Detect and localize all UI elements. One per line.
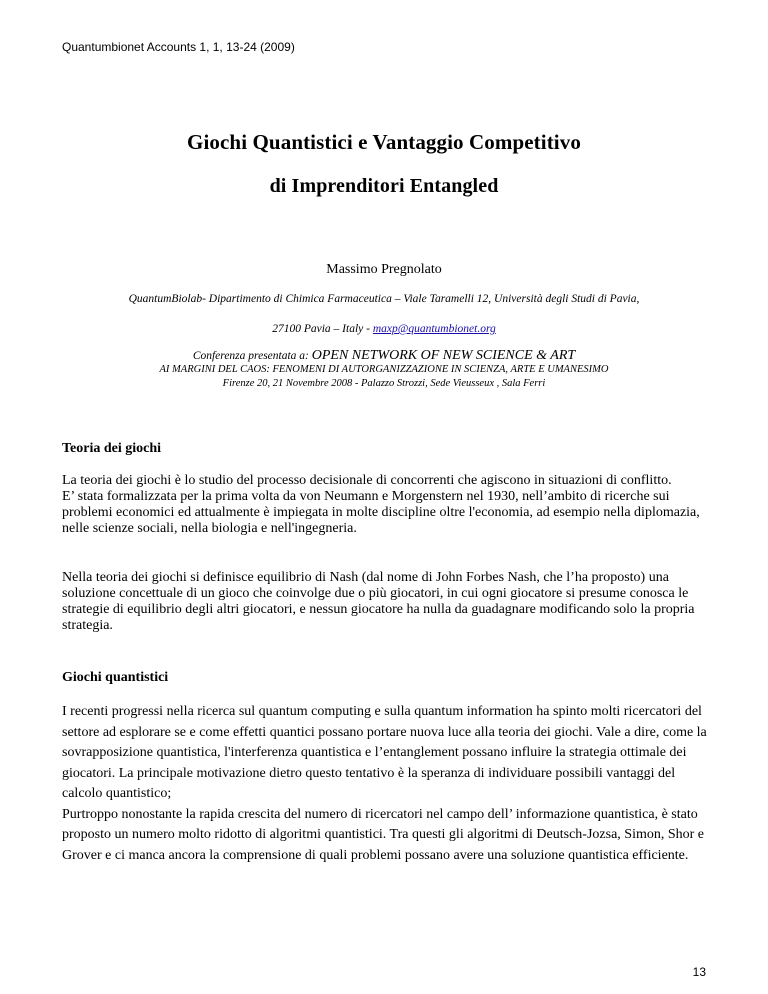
conference-venue: Firenze 20, 21 Novembre 2008 - Palazzo Strozzi, Sede Vieusseux , Sala Ferri [222,378,546,389]
section-heading-giochi-quantistici: Giochi quantistici [62,670,169,685]
affiliation-address: 27100 Pavia – Italy - [272,323,373,335]
affiliation-line-1: QuantumBiolab- Dipartimento di Chimica Farmaceutica – Viale Taramelli 12, Università degli Studi di Pavia, [128,293,640,305]
section-paragraph [62,702,710,866]
conference-prefix: Conferenza presentata a: [192,350,312,362]
paragraph-text: E’ stata formalizzata per la prima volta da von Neumann e Morgenstern nel 1930, nell’ambito di ricerche sui problemi economici ed attualmente è impiegata in molte discipline oltre l'economia, ad esempio nella diplomazia, nelle scienze sociali, nella biologia e nell'ingegneria. [62,489,700,536]
conference-subtitle: AI MARGINI DEL CAOS: FENOMENI DI AUTORGANIZZAZIONE IN SCIENZA, ARTE E UMANESIMO [159,364,609,375]
running-header: Quantumbionet Accounts 1, 1, 13-24 (2009) [62,40,295,54]
section-paragraph: Nella teoria dei giochi si definisce equilibrio di Nash (dal nome di John Forbes Nash, che l’ha proposto) una soluzione concettuale di un gioco che coinvolge due o più giocatori, in cui ogni giocatore si presume conosca le strategie di equilibrio degli altri giocatori, e nessun giocatore ha nulla da guadagnare modificando solo la propria strategia. [62,570,695,633]
paragraph-text: Purtroppo nonostante la rapida crescita del numero di ricercatori nel campo dell’ informazione quantistica, è stato proposto un numero molto ridotto di algoritmi quantistici. Tra questi gli algoritmi di Deutsch-Jozsa, Simon, Shor e Grover e ci manca ancora la comprensione di quali problemi possano avere una soluzione quantistica efficiente. [62,806,705,863]
article-title-line-1: Giochi Quantistici e Vantaggio Competitivo [187,130,581,154]
article-title-line-2: di Imprenditori Entangled [269,175,499,197]
paragraph-text: La teoria dei giochi è lo studio del processo decisionale di concorrenti che agiscono in situazioni di conflitto. [62,473,672,488]
conference-name: OPEN NETWORK OF NEW SCIENCE & ART [311,348,576,363]
author-name: Massimo Pregnolato [326,262,442,277]
page-number: 13 [692,965,706,979]
paragraph-text: I recenti progressi nella ricerca sul quantum computing e sulla quantum information ha spinto molti ricercatori del settore ad esplorare se e come effetti quantici possano portare nuova luce alla teoria dei giochi. Vale a dire, come la sovrapposizione quantistica, l'interferenza quantistica e l’entanglement possano influire la strategia ottimale dei giocatori. La principale motivazione dietro questo tentativo è la speranza di individuare possibili vantaggi del calcolo quantistico; [62,704,707,801]
section-paragraph [62,473,710,537]
author-email-link[interactable]: maxp@quantumbionet.org [372,323,496,335]
conference-line [0,348,768,364]
section-heading-teoria-dei-giochi: Teoria dei giochi [62,441,162,456]
affiliation-line-2 [0,323,768,335]
